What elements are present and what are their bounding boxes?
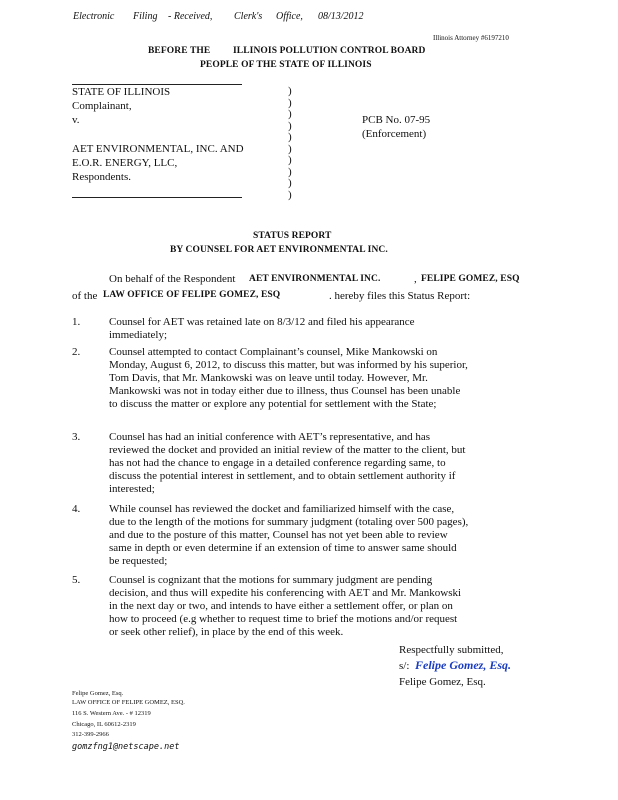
intro-firm: LAW OFFICE OF FELIPE GOMEZ, ESQ: [103, 290, 281, 300]
footer-firm: LAW OFFICE OF FELIPE GOMEZ, ESQ.: [72, 699, 185, 706]
plaintiff-role: Complainant,: [72, 100, 132, 112]
footer-street: 116 S. Western Ave. - # 12319: [72, 710, 151, 717]
footer-phone: 312-399-2966: [72, 731, 109, 738]
item-text: Counsel for AET was retained late on 8/3/12 and filed his appearance immediately;: [109, 316, 415, 341]
filing-label-filing: Filing: [133, 11, 158, 22]
item-text: Counsel is cognizant that the motions for summary judgment are pending decision, and thus will expedite his conferencing with AET and Mr. Mankowski in the next day or two, and intends to have either a settlement offer, or plan on how to proceed (e.g whether to request time to brief the motions and/or request or seek other relief), in place by the end of this week.: [109, 574, 462, 638]
people-heading: PEOPLE OF THE STATE OF ILLINOIS: [200, 60, 372, 70]
item-text: Counsel attempted to contact Complainant’s counsel, Mike Mankowski on Monday, August 6, 2012, to discuss this matter, but was informed by his superior, Tom Davis, that Mr. Mankowski was on leave until today. However, Mr. Mankowski was not in today either due to illness, thus Counsel has been unable to discuss the matter or explore any potential for settlement with the State;: [109, 346, 468, 410]
intro-of-the: of the: [72, 290, 98, 302]
intro-comma: ,: [414, 273, 417, 285]
item-number: 2.: [72, 346, 81, 358]
defendant-role: Respondents.: [72, 171, 131, 183]
court-name: ILLINOIS POLLUTION CONTROL BOARD: [233, 46, 426, 56]
defendant-line-2: E.O.R. ENERGY, LLC,: [72, 157, 178, 169]
closing: Respectfully submitted,: [399, 644, 504, 656]
item-text: While counsel has reviewed the docket and familiarized himself with the case, due to the length of the motions for summary judgment (totaling over 500 pages), and due to the posture of this matter, Counsel has not yet been able to review same in depth or even determine if an extension of time to answer same should be requested;: [109, 503, 469, 567]
document-title: STATUS REPORT: [253, 231, 332, 241]
intro-attorney: FELIPE GOMEZ, ESQ: [421, 274, 520, 284]
item-number: 5.: [72, 574, 81, 586]
filing-date: 08/13/2012: [318, 11, 364, 22]
case-number: PCB No. 07-95: [362, 114, 431, 126]
caption-top-rule: [72, 84, 242, 85]
filing-label-electronic: Electronic: [73, 11, 115, 22]
footer-city: Chicago, IL 60612-2319: [72, 721, 136, 728]
signature-prefix: s/:: [399, 660, 410, 672]
item-number: 4.: [72, 503, 81, 515]
before-the: BEFORE THE: [148, 46, 211, 56]
intro-on-behalf: On behalf of the Respondent: [109, 273, 236, 285]
filing-label-office: Office,: [276, 11, 303, 22]
caption-bottom-rule: [72, 197, 242, 198]
versus: v.: [72, 114, 80, 126]
intro-hereby: . hereby files this Status Report:: [329, 290, 471, 302]
electronic-signature: Felipe Gomez, Esq.: [415, 658, 511, 672]
footer-email[interactable]: gomzfng1@netscape.net: [72, 742, 180, 752]
intro-respondent: AET ENVIRONMENTAL INC.: [249, 274, 381, 284]
footer-attorney: Felipe Gomez, Esq.: [72, 690, 124, 697]
plaintiff-name: STATE OF ILLINOIS: [72, 86, 171, 98]
attorney-number: Illinois Attorney #6197210: [433, 34, 509, 42]
item-text: Counsel has had an initial conference with AET’s representative, and has reviewed the docket and provided an initial review of the matter to the client, but has not had the chance to engage in a detailed conference regarding same, to discuss the potential interest in settlement, and to obtain settlement authority if interested;: [109, 431, 466, 495]
caption-parentheses: ) ) ) ) ) ) ) ) ) ): [288, 85, 292, 201]
item-number: 1.: [72, 316, 81, 328]
defendant-line-1: AET ENVIRONMENTAL, INC. AND: [72, 143, 244, 155]
document-subtitle: BY COUNSEL FOR AET ENVIRONMENTAL INC.: [170, 245, 388, 255]
filing-label-received: - Received,: [168, 11, 213, 22]
signer-name: Felipe Gomez, Esq.: [399, 676, 486, 688]
item-number: 3.: [72, 431, 81, 443]
filing-label-clerks: Clerk's: [234, 11, 263, 22]
case-type: (Enforcement): [362, 128, 427, 140]
